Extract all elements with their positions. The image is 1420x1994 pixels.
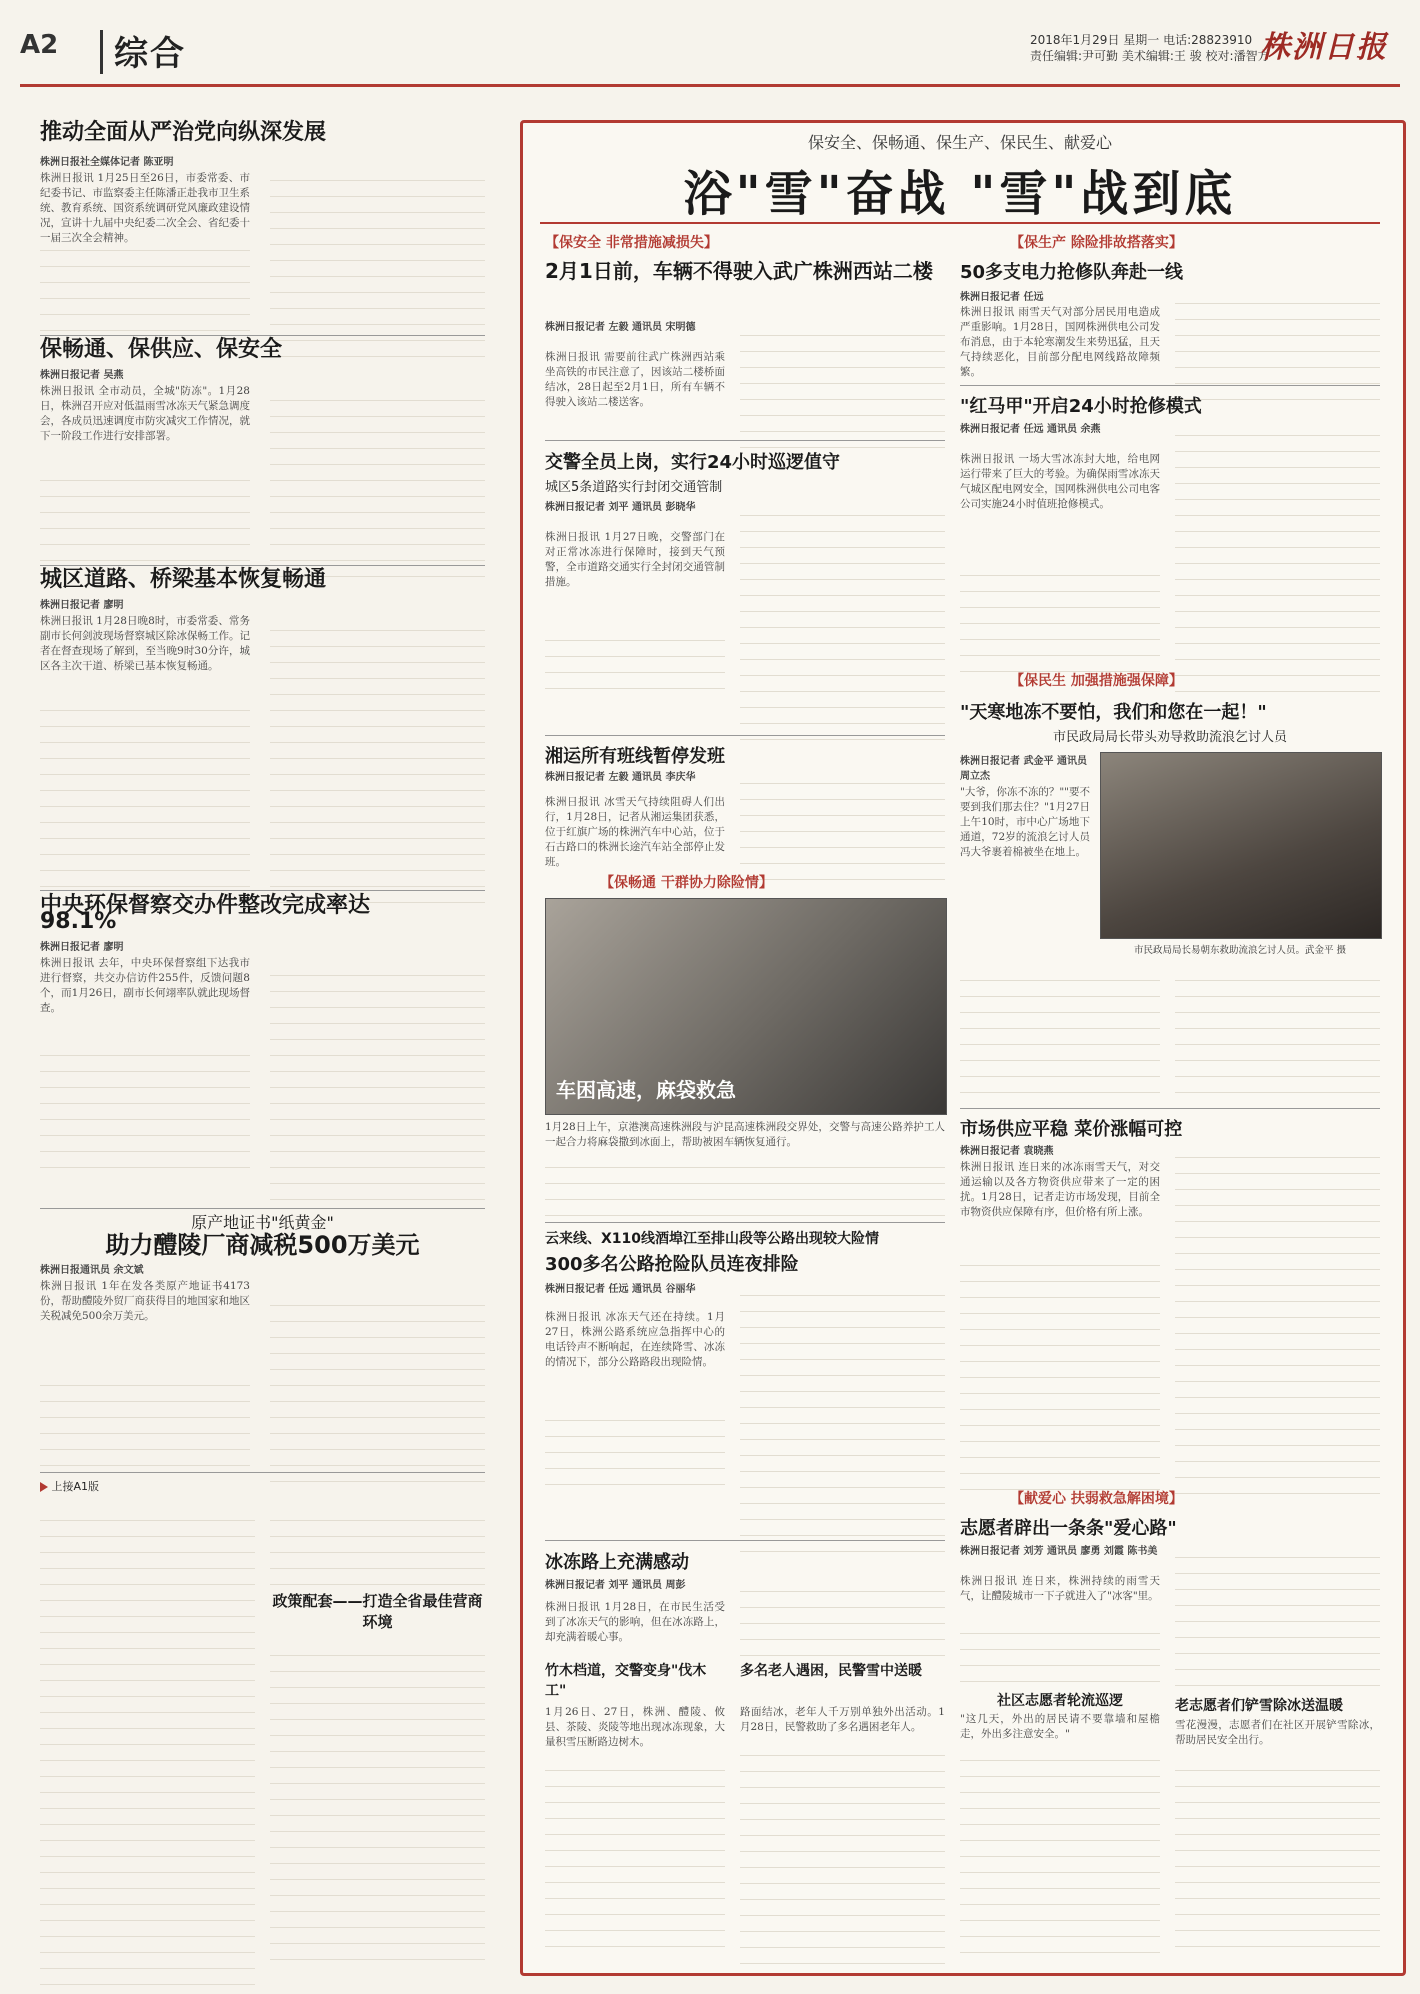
title-rule <box>540 222 1380 224</box>
top-rule <box>20 84 1400 87</box>
article-4-text-col2 <box>270 960 485 1200</box>
special-article-13-lead: "这几天，外出的居民请不要靠墙和屋檐走，外出多注意安全。" <box>960 1713 1160 1740</box>
special-article-10-text <box>545 1755 725 1947</box>
article-1-lead: 株洲日报讯 1月25日至26日，市委常委、市纪委书记、市监察委主任陈潘正赴我市卫生系统、教育系统、国资系统调研党风廉政建设情况，宣讲十九届中央纪委二次全会、省纪委十一届三次全会精神。 <box>40 172 250 244</box>
special-article-7-text-col2 <box>1175 1142 1380 1494</box>
special-article-2-text-col2 <box>740 500 945 740</box>
special-article-6-lead: "大爷，你冻不冻的？""要不要到我们那去住？"1月27日上午10时，市中心广场地下通道，72岁的流浪乞讨人员冯大爷裹着棉被坐在地上。 <box>960 786 1090 858</box>
special-article-14-headline: 老志愿者们铲雪除冰送温暖 <box>1175 1698 1343 1714</box>
special-article-2-text <box>545 625 725 689</box>
article-4-lead: 株洲日报讯 去年，中央环保督察组下达我市进行督察，共交办信访件255件，反馈问题8个，而1月26日，副市长何翊率队就此现场督查。 <box>40 957 250 1014</box>
article-4-text <box>40 1040 250 1168</box>
special-article-12-lead: 株洲日报讯 连日来，株洲持续的雨雪天气，让醴陵城市一下子就进入了"冰客"里。 <box>960 1575 1160 1602</box>
special-article-2-headline: 交警全员上岗，实行24小时巡逻值守 <box>545 452 841 473</box>
special-article-10-lead: 1月26日、27日，株洲、醴陵、攸县、茶陵、炎陵等地出现冰冻现象，大量积雪压断路边树木。 <box>545 1706 725 1748</box>
special-article-5-text <box>960 560 1160 672</box>
special-slogan: 保安全、保畅通、保生产、保民生、献爱心 <box>807 133 1112 152</box>
special-article-7-byline: 株洲日报记者 袁晓燕 <box>960 1146 1054 1157</box>
continued-marker <box>40 1478 99 1494</box>
paper-logo: 株洲日报 <box>1260 30 1388 65</box>
divider <box>40 1208 485 1209</box>
special-article-8-lead: 株洲日报讯 冰冻天气还在持续。1月27日，株洲公路系统应急指挥中心的电话铃声不断响起，在连续降雪、冰冻的情况下，部分公路路段出现险情。 <box>545 1311 725 1368</box>
special-article-5-headline: "红马甲"开启24小时抢修模式 <box>960 396 1202 417</box>
article-4-byline: 株洲日报记者 廖明 <box>40 942 124 953</box>
article-1-headline: 推动全面从严治党向纵深发展 <box>40 120 327 145</box>
special-article-4-lead: 株洲日报讯 雨雪天气对部分居民用电造成严重影响。1月28日，国网株洲供电公司发布消息，由于本轮寒潮发生来势迅猛，且天气持续恶化，目前部分配电网线路故障频繁。 <box>960 306 1160 378</box>
special-article-2-lead: 株洲日报讯 1月27日晚，交警部门在对正常冰冻进行保障时，接到天气预警，全市道路交通实行全封闭交通管制措施。 <box>545 531 725 588</box>
article-4-headline: 中央环保督察交办件整改完成率达98.1% <box>40 893 371 934</box>
special-article-4-byline: 株洲日报记者 任远 <box>960 292 1044 303</box>
special-article-6-text <box>960 965 1160 1109</box>
page-number: A2 <box>20 30 59 60</box>
divider <box>545 735 945 736</box>
special-article-6-byline: 株洲日报记者 武金平 通讯员 周立杰 <box>960 756 1087 782</box>
special-article-4-text <box>1175 288 1380 400</box>
special-article-6-text-col2 <box>1175 965 1380 1109</box>
editors-text: 责任编辑:尹可勤 美术编辑:王 骏 校对:潘智方 <box>1030 49 1270 63</box>
photo-text: 1月28日上午，京港澳高速株洲段与沪昆高速株洲段交界处，交警与高速公路养护工人一起合力将麻袋撒到冰面上，帮助被困车辆恢复通行。 <box>545 1121 945 1148</box>
article-2-text-col2 <box>270 385 485 577</box>
special-article-5-byline: 株洲日报记者 任远 通讯员 余燕 <box>960 424 1101 435</box>
article-2-text <box>40 465 250 561</box>
special-article-7-lead: 株洲日报讯 连日来的冰冻雨雪天气，对交通运输以及各方物资供应带来了一定的困扰。1月28日，记者走访市场发现，目前全市物资供应保障有序，但价格有所上涨。 <box>960 1161 1160 1218</box>
divider <box>40 1472 485 1473</box>
special-article-11-headline: 多名老人遇困，民警雪中送暖 <box>740 1663 922 1679</box>
tag-livelihood: 【保民生 加强措施强保障】 <box>1010 673 1183 689</box>
article-2-lead: 株洲日报讯 全市动员，全城"防冻"。1月28日，株洲召开应对低温雨雪冰冻天气紧急调度会，各成员迅速调度市防灾减灾工作情况，就下一阶段工作进行安排部署。 <box>40 385 250 442</box>
tag-traffic: 【保畅通 干群协力除险情】 <box>600 875 773 891</box>
divider <box>960 385 1380 386</box>
special-article-14-lead: 雪花漫漫，志愿者们在社区开展铲雪除冰，帮助居民安全出行。 <box>1175 1719 1380 1746</box>
special-article-8-text <box>545 1405 725 1485</box>
continued-text-col1 <box>40 1505 255 1985</box>
article-3-headline: 城区道路、桥梁基本恢复畅通 <box>40 567 327 592</box>
special-article-9-byline: 株洲日报记者 刘平 通讯员 周彭 <box>545 1580 686 1591</box>
divider <box>545 1222 945 1223</box>
special-article-2-subhead: 城区5条道路实行封闭交通管制 <box>545 480 723 495</box>
article-1-text-col2 <box>270 165 485 357</box>
article-5-text <box>40 1370 250 1466</box>
divider <box>40 565 485 566</box>
special-article-11-text <box>740 1740 945 1964</box>
special-article-11-lead: 路面结冰，老年人千万别单独外出活动。1月28日，民警救助了多名遇困老年人。 <box>740 1706 945 1733</box>
special-article-9-headline: 冰冻路上充满感动 <box>545 1552 689 1573</box>
article-5-text-col2 <box>270 1290 485 1482</box>
special-article-8-byline: 株洲日报记者 任远 通讯员 谷丽华 <box>545 1284 696 1295</box>
special-article-1-byline: 株洲日报记者 左毅 通讯员 宋明德 <box>545 322 696 333</box>
divider <box>545 1540 945 1541</box>
special-article-12-text-col2 <box>1175 1542 1380 1686</box>
homeless-rescue-photo <box>1100 752 1382 939</box>
divider <box>40 335 485 336</box>
special-article-10-headline: 竹木档道，交警变身"伐木工" <box>545 1663 707 1699</box>
article-3-text <box>40 695 250 887</box>
special-article-1-lead: 株洲日报讯 需要前往武广株洲西站乘坐高铁的市民注意了，因该站二楼桥面结冰，28日起至2月1日，所有车辆不得驶入该站二楼送客。 <box>545 351 725 408</box>
article-1-byline: 株洲日报社全媒体记者 陈亚明 <box>40 157 174 168</box>
special-title: 浴"雪"奋战 "雪"战到底 <box>683 166 1237 222</box>
divider <box>545 440 945 441</box>
special-article-7-headline: 市场供应平稳 菜价涨幅可控 <box>960 1119 1183 1140</box>
photo2-caption: 市民政局局长易朝东救助流浪乞讨人员。武金平 摄 <box>1133 945 1347 956</box>
article-3-byline: 株洲日报记者 廖明 <box>40 600 124 611</box>
article-2-byline: 株洲日报记者 吴燕 <box>40 370 124 381</box>
special-article-9-text-col2 <box>740 1576 945 1656</box>
special-article-1-headline: 2月1日前，车辆不得驶入武广株洲西站二楼 <box>545 259 933 283</box>
special-article-4-headline: 50多支电力抢修队奔赴一线 <box>960 262 1184 283</box>
article-5-byline: 株洲日报通讯员 余文斌 <box>40 1265 144 1276</box>
special-article-6-subhead: 市民政局局长带头劝导救助流浪乞讨人员 <box>1052 730 1287 745</box>
section-title: 综合 <box>114 34 186 74</box>
snow-rescue-photo <box>545 898 947 1115</box>
article-1-text <box>40 235 250 331</box>
article-5-lead: 株洲日报讯 1年在发各类原产地证书4173份，帮助醴陵外贸厂商获得目的地国家和地区关税减免500余万美元。 <box>40 1280 250 1322</box>
photo-text-lines <box>545 1152 945 1216</box>
photo-caption: 车困高速，麻袋救急 <box>556 1078 736 1102</box>
tag-production: 【保生产 除险排故搭落实】 <box>1010 235 1183 251</box>
divider <box>960 1108 1380 1109</box>
article-3-text-col2 <box>270 615 485 903</box>
special-article-12-headline: 志愿者辟出一条条"爱心路" <box>960 1518 1177 1539</box>
special-article-13-headline: 社区志愿者轮流巡逻 <box>997 1693 1123 1709</box>
masthead <box>20 18 1400 98</box>
special-article-9-lead: 株洲日报讯 1月28日，在市民生活受到了冰冻天气的影响，但在冰冻路上，却充满着暖心事。 <box>545 1601 725 1643</box>
special-article-7-text <box>960 1250 1160 1490</box>
date-line <box>1030 32 1270 64</box>
divider <box>40 890 485 891</box>
arrow-icon <box>40 1482 48 1492</box>
special-article-3-text <box>740 768 945 880</box>
special-article-6-headline: "天寒地冻不要怕，我们和您在一起！" <box>960 702 1267 723</box>
date-text: 2018年1月29日 星期一 电话:28823910 <box>1030 33 1253 47</box>
special-article-8-text-col2 <box>740 1280 945 1552</box>
tag-safety: 【保安全 非常措施减损失】 <box>545 235 718 251</box>
special-article-14-text <box>1175 1755 1380 1947</box>
tag-love: 【献爱心 扶弱救急解困境】 <box>1010 1491 1183 1507</box>
special-article-12-text <box>960 1618 1160 1682</box>
special-article-5-text-col2 <box>1175 420 1380 692</box>
article-2-headline: 保畅通、保供应、保安全 <box>40 337 283 362</box>
special-article-2-byline: 株洲日报记者 刘平 通讯员 彭晓华 <box>545 502 696 513</box>
continued-text-col2 <box>270 1505 485 1585</box>
special-article-12-byline: 株洲日报记者 刘芳 通讯员 廖勇 刘霞 陈书美 <box>960 1546 1158 1557</box>
article-5-kicker: 原产地证书"纸黄金" <box>191 1213 334 1232</box>
continued-text-col3 <box>270 1640 485 1960</box>
special-article-3-byline: 株洲日报记者 左毅 通讯员 李庆华 <box>545 772 696 783</box>
policy-subhead: 政策配套——打造全省最佳营商环境 <box>272 1592 483 1631</box>
article-3-lead: 株洲日报讯 1月28日晚8时，市委常委、常务副市长何剑波现场督察城区除冰保畅工作。记者在督查现场了解到，至当晚9时30分许，城区各主次干道、桥梁已基本恢复畅通。 <box>40 615 250 672</box>
article-5-headline: 助力醴陵厂商减税500万美元 <box>105 1231 420 1259</box>
special-article-8-headline: 云来线、X110线酒埠江至排山段等公路出现较大险情 <box>545 1231 880 1247</box>
special-article-3-headline: 湘运所有班线暂停发班 <box>545 746 725 767</box>
continued-text: 上接A1版 <box>51 1480 100 1493</box>
special-article-5-lead: 株洲日报讯 一场大雪冰冻封大地，给电网运行带来了巨大的考验。为确保雨雪冰冻天气城区配电网安全，国网株洲供电公司电客公司实施24小时值班抢修模式。 <box>960 453 1160 510</box>
divider <box>100 30 103 74</box>
special-article-1-text <box>740 320 945 448</box>
special-article-13-text <box>960 1745 1160 1953</box>
special-article-8-subhead: 300多名公路抢险队员连夜排险 <box>545 1254 799 1275</box>
special-article-3-lead: 株洲日报讯 冰雪天气持续阻碍人们出行，1月28日，记者从湘运集团获悉，位于红旗广场的株洲汽车中心站，位于石古路口的株洲长途汽车站全部停止发班。 <box>545 796 725 868</box>
